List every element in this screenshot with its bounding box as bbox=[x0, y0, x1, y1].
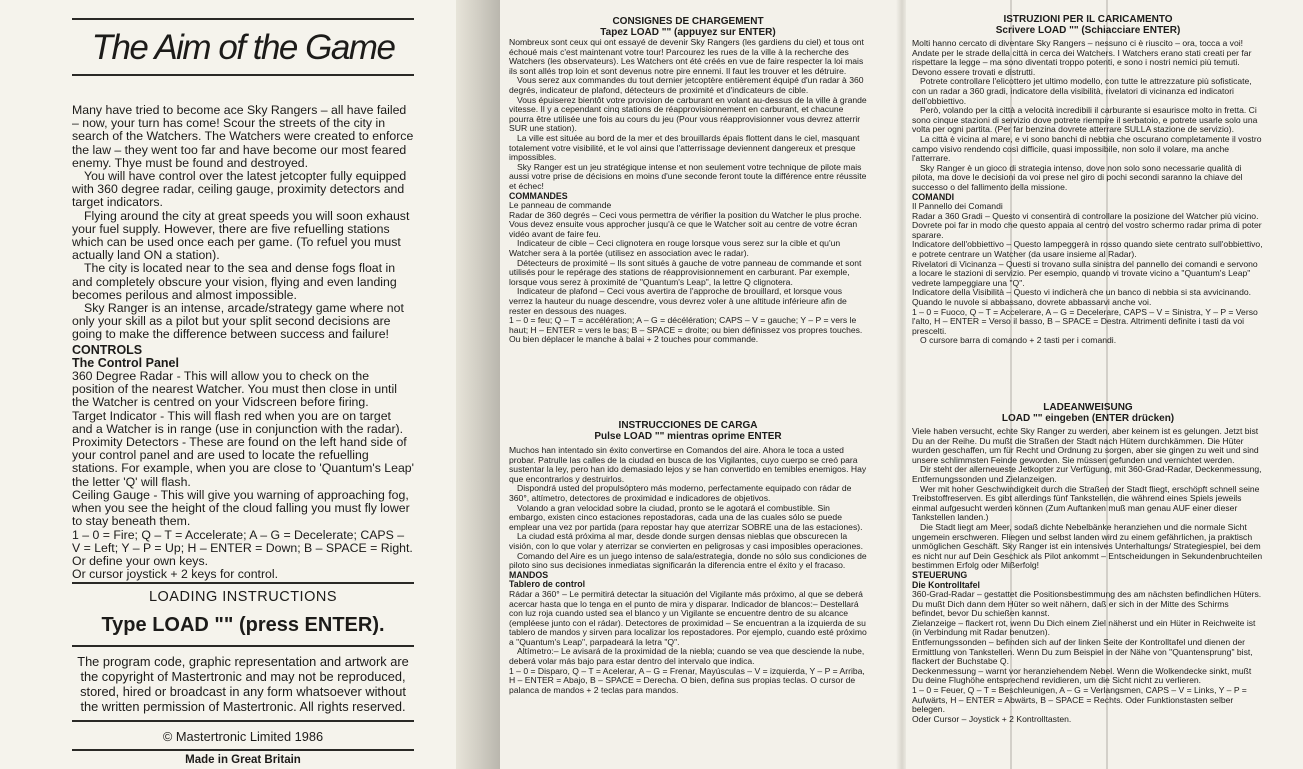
italian-paragraph: La città è vicina al mare, e vi sono banchi di nebbia che oscurano completamente il vostro campo visivo rendendo così difficile, quasi impossibile, non solo il volare, ma anche l'atterrare. bbox=[912, 133, 1262, 164]
italian-command: O cursore barra di comando + 2 tasti per i comandi. bbox=[920, 335, 1117, 346]
control-panel-heading: The Control Panel bbox=[72, 355, 179, 370]
italian-german-panel bbox=[906, 0, 1303, 769]
spanish-paragraph: Dispondrá usted del propulsóptero más moderno, perfectamente equipado con rádar de 360°, altímetro, detectores de proximidad e indicadores de objetivos. bbox=[509, 483, 852, 503]
english-content bbox=[72, 0, 414, 581]
italian-paragraph: Potrete controllare l'elicottero jet ultimo modello, con tutte le attrezzature più sofisticate, con un radar a 360 gradi, indicatore della visibilità, rivelatori di vicinanza ed indicatori dell'obbiettivo. bbox=[912, 76, 1252, 106]
french-paragraph: Nombreux sont ceux qui ont essayé de devenir Sky Rangers (les gardiens du ciel) et tous ont échoué mais c'est maintenant votre tour! Parcourez les rues de la ville à la recherche des Watchers (les observateurs). Les Watchers ont été créés en vue de faire respecter la loi mais ils sont allés trop loin et sont devenus notre pire ennemi. Il faut les trouver et les détruire. bbox=[509, 37, 864, 76]
french-command: Indicateur de plafond – Ceci vous avertira de l'approche de brouillard, et lorsque vous verrez la hauteur du nuage descendre, vous devrez voler à une altitude inférieure afin de rester en dessous des nuages. bbox=[509, 286, 847, 316]
controls-item: Ceiling Gauge - This will give you warning of approaching fog, when you see the height of the cloud falling you must fly lower to stay beneath them. bbox=[72, 487, 410, 529]
italian-subheading: Scrivere LOAD "" (Schiacciare ENTER) bbox=[995, 25, 1181, 36]
italian-paragraph: Sky Ranger è un gioco di strategia intenso, dove non solo sono necessarie qualità di pilota, ma dove le decisioni da voi prese nel giro di pochi secondi saranno la chiave del successo o del fallimento della missione. bbox=[912, 162, 1243, 192]
french-spanish-panel bbox=[500, 0, 904, 769]
italian-command: 1 – 0 = Fuoco, Q – T = Accelerare, A – G = Decelerare, CAPS – V = Sinistra, Y – P = Verso l'alto, H – ENTER = Verso il basso, B – SPACE = Destra. Altrimenti definite i tasti da voi prescelti. bbox=[912, 306, 1258, 336]
german-section bbox=[912, 402, 1264, 724]
english-paragraph: You will have control over the latest jetcopter fully equipped with 360 degree radar, ceiling gauge, proximity detectors and target indicators. bbox=[72, 169, 407, 210]
loading-instructions bbox=[72, 582, 414, 767]
copyright-notice: The program code, graphic representation and artwork are the copyright of Mastertronic and may not be reproduced, stored, hired or broadcast in any form whatsoever without the written permission of Mastertronic. All rights reserved. bbox=[77, 654, 409, 714]
spanish-command: Altímetro:– Le avisará de la proximidad de la niebla; cuando se vea que desciende la nube, deberá volar más bajo para estar dentro del intervalo que indica. bbox=[509, 646, 865, 667]
german-command: Deckenmessung – warnt vor heranziehendem Nebel. Wenn die Wolkendecke sinkt, mußt Du deine Flughöhe entsprechend revidieren, um die Sicht nicht zu verlieren. bbox=[912, 665, 1252, 686]
made-in-rule bbox=[72, 749, 414, 751]
controls-item: Target Indicator - This will flash red when you are on target and a Watcher is in range (use in conjunction with the radar). bbox=[72, 408, 404, 436]
italian-command: Radar a 360 Gradi – Questo vi consentirà di controllare la posizione del Watcher più vicino. Dovrete poi far in modo che questo appaia al centro del vostro schermo radar prima di poter sparare. bbox=[912, 210, 1262, 240]
spanish-paragraph: Muchos han intentado sin éxito convertirse en Comandos del aire. Ahora le toca a usted probar. Patrulle las calles de la ciudad en busca de los Vigilantes, cuyo cuerpo se creó para sustentar la ley, pero han ido demasiado lejos y se han convertido en temibles enemigos. Hay que encontrarlos y destruirlos. bbox=[509, 445, 867, 484]
copyright-rule bbox=[72, 720, 414, 722]
title-rule-bottom bbox=[72, 74, 414, 76]
controls-item: 1 – 0 = Fire; Q – T = Accelerate; A – G = Decelerate; CAPS – V = Left; Y – P = Up; H – ENTER = Down; B – SPACE = Right. Or define your own keys. bbox=[72, 527, 413, 568]
spanish-heading: INSTRUCCIONES DE CARGA bbox=[618, 420, 758, 431]
italian-command: Indicatore della Visibilità – Questo vi indicherà che un banco di nebbia si sta avvicinando. Quando le nuvole si abbassano, dovrete abbassarvi anche voi. bbox=[912, 287, 1252, 308]
german-command: Oder Cursor – Joystick + 2 Kontrolltasten. bbox=[912, 713, 1072, 724]
controls-item: 360 Degree Radar - This will allow you to check on the position of the nearest Watcher. You must then close in until the Watcher is centred on your Vidscreen before firing. bbox=[72, 369, 397, 410]
french-command: Le panneau de commande bbox=[509, 200, 612, 211]
controls-item: Proximity Detectors - These are found on the left hand side of your control panel and are used to locate the refuelling stations. For example, when you are close to 'Quantum's Leap' the letter 'Q' will flash. bbox=[72, 435, 414, 489]
spanish-command: Rádar a 360° – Le permitirá detectar la situación del Vigilante más próximo, al que se deberá acercar hasta que lo tenga en el punto de mira y disparar. Indicador de blancos:– Destellará con luz roja cuando usted sea el blanco y un Vigilante se encuentre dentro de su alcance (empléese junto con el rádar). Detectores de proximidad – Se encuentran a la izquierda de su tablero de mandos y sirven para localizar los repostadores. Por ejemplo, cuando esté próximo a "Quantum's Leap", parpadeará la letra "Q". bbox=[509, 588, 867, 647]
loading-heading: LOADING INSTRUCTIONS bbox=[148, 589, 338, 605]
english-paragraph: Many have tried to become ace Sky Rangers – all have failed – now, your turn has come! Scour the streets of the city in search of the Watchers. The Watchers were created to enforce the law – they went too far and have become our most feared enemy. Thye must be found and destroyed. bbox=[72, 103, 414, 170]
loading-command: Type LOAD "" (press ENTER). bbox=[101, 614, 385, 636]
title-rule-top bbox=[72, 18, 414, 20]
french-paragraph: Sky Ranger est un jeu stratégique intense et non seulement votre technique de pilote mais aussi votre prise de décisions en moins d'une seconde feront toute la différence entre réussite et échec! bbox=[509, 161, 867, 191]
french-paragraph: Vous épuiserez bientôt votre provision de carburant en volant au-dessus de la ville à grande vitesse. Il y a cependant cinq stations de réapprovisionnement en carburant, et chacune pourra être utilisée une fois au cours du jeu (Pour vous réapprovisionner vous devrez atterrir SUR une station). bbox=[509, 94, 867, 134]
french-command: Indicateur de cible – Ceci clignotera en rouge lorsque vous serez sur la cible et qu'un Watcher sera à la portée (utilisez en association avec le radar). bbox=[509, 238, 841, 259]
fold-shadow-left bbox=[456, 0, 500, 769]
spanish-commands-heading: MANDOS bbox=[509, 569, 549, 580]
german-subheading: LOAD "" eingeben (ENTER drücken) bbox=[1001, 413, 1175, 424]
spanish-panel-heading: Tablero de control bbox=[509, 579, 586, 590]
french-command: Radar de 360 degrés – Ceci vous permettra de vérifier la position du Watcher le plus proche. Vous devez ensuite vous approcher jusqu'à ce que le Watcher soit au centre de votre écran vidéo avant de faire feu. bbox=[509, 209, 862, 239]
loading-rule-top bbox=[72, 582, 414, 584]
italian-paragraph: Molti hanno cercato di diventare Sky Rangers – nessuno ci è riuscito – ora, tocca a voi! Andate per le strade della città in cerca dei Watchers. I Watchers erano stati creati per far rispettare la legge – ma sono diventati troppo potenti, e sono i nostri nemici più temuti. Devono essere trovati e distrutti. bbox=[912, 38, 1252, 77]
loading-rule-bottom bbox=[72, 645, 414, 647]
french-section bbox=[509, 16, 867, 345]
french-command: Ou bien déplacer le manche à balai + 2 touches pour commande. bbox=[509, 334, 759, 345]
italian-command: Rivelatori di Vicinanza – Questi si trovano sulla sinistra del pannello dei comandi e servono a locare le stazioni di servizio. Per esempio, quando vi trovate vicino a "Quantum's Leap" vedrete lampeggiare una "Q". bbox=[912, 258, 1258, 288]
german-command: Zielanzeige – flackert rot, wenn Du Dich einem Ziel näherst und ein Hüter in Reichweite ist (in Verbindung mit Radar benutzen). bbox=[912, 617, 1256, 638]
italian-command: Il Pannello dei Comandi bbox=[912, 201, 1003, 212]
spanish-paragraph: Comando del Aire es un juego intenso de sala/estrategia, donde no sólo sus condiciones de piloto sino sus decisiones inmediatas significarán la diferencia entre el éxito y el fracaso. bbox=[509, 550, 867, 571]
german-paragraph: Die Stadt liegt am Meer, sodaß dichte Nebelbänke heranziehen und die normale Sicht ungemein erschweren. Fliegen und selbst landen wird zu einem gefährlichen, ja praktisch unmöglichen Geschäft. Sky Ranger ist ein intensives Unterhaltungs/ Strategiespiel, bei dem es nicht nur auf Dein Geschick als Pilot ankommt – Entscheidungen in Sekundenbruchteilen bestimmen Erfolg oder Mißerfolg! bbox=[912, 521, 1263, 571]
spanish-paragraph: Volando a gran velocidad sobre la ciudad, pronto se le agotará el combustible. Sin embargo, existen cinco estaciones repostadoras, cada una de las cuales sólo se puede emplear una vez por partida (para repostar hay que aterrizar SOBRE una de las estaciones). bbox=[509, 502, 863, 532]
made-in: Made in Great Britain bbox=[185, 754, 301, 766]
italian-heading: ISTRUZIONI PER IL CARICAMENTO bbox=[1003, 14, 1173, 25]
spanish-section bbox=[509, 420, 867, 695]
german-paragraph: Dir steht der allerneueste Jetkopter zur Verfügung, mit 360-Grad-Radar, Deckenmessung, Entfernungssonden und Zielanzeigen. bbox=[912, 464, 1262, 484]
spanish-command: 1 – 0 = Disparo, Q – T = Acelerar, A – G = Frenar, Mayúsculas – V = izquierda, Y – P = Arriba, H – ENTER = Abajo, B – SPACE = Derecha. O bien, defina sus propias teclas. O cursor de palanca de mandos + 2 teclas para mandos. bbox=[509, 665, 865, 695]
english-paragraph: The city is located near to the sea and dense fogs float in and completely obscure your vision, flying and even landing becomes perilous and almost impossible. bbox=[72, 261, 397, 302]
copyright-line: © Mastertronic Limited 1986 bbox=[162, 729, 324, 744]
french-paragraph: Vous serez aux commandes du tout dernier jetcoptère entièrement équipé d'un radar à 360 degrés, indicateur de plafond, détecteurs de proximité et d'indicateurs de cible. bbox=[509, 75, 864, 95]
german-paragraph: Wer mit hoher Geschwindigkeit durch die Straßen der Stadt fliegt, erschöpft schnell seine Treibstoffreserven. Es gibt allerdings fünf Tankstellen, die während eines Spiels jeweils einmal aufgesucht werden können (Zum Auftanken muß man genau AUF einer dieser Tankstellen landen.) bbox=[912, 483, 1260, 523]
page-title: The Aim of the Game bbox=[91, 28, 395, 67]
spanish-subheading: Pulse LOAD "" mientras oprime ENTER bbox=[594, 431, 782, 442]
french-subheading: Tapez LOAD "" (appuyez sur ENTER) bbox=[600, 27, 776, 38]
italian-commands-heading: COMANDI bbox=[912, 191, 955, 202]
german-command: 1 – 0 = Feuer, Q – T = Beschleunigen, A – G = Verlangsmen, CAPS – V = Links, Y – P = Aufwärts, H – ENTER = Abwärts, B – SPACE = Rechts. Oder Funktionstasten selber belegen. bbox=[912, 685, 1247, 715]
german-command: Entfernungssonden – befinden sich auf der linken Seite der Kontrolltafel und dienen der Ermittlung von Tankstellen. Wenn Du zum Beispiel in der Nähe von "Quantensprung" bist, flackert der Buchstabe Q. bbox=[912, 637, 1253, 667]
german-heading: LADEANWEISUNG bbox=[1043, 402, 1133, 413]
controls-heading: CONTROLS bbox=[72, 342, 143, 357]
italian-section bbox=[912, 14, 1264, 346]
french-paragraph: La ville est située au bord de la mer et des brouillards épais flottent dans le ciel, masquant totalement votre visibilité, et le vol ainsi que l'atterrissage deviennent dangereux et presque impossibles. bbox=[509, 132, 860, 163]
controls-item: Or cursor joystick + 2 keys for control. bbox=[72, 567, 279, 582]
french-heading: CONSIGNES DE CHARGEMENT bbox=[612, 16, 764, 27]
german-paragraph: Viele haben versucht, echte Sky Ranger zu werden, aber keinem ist es gelungen. Jetzt bist Du an der Reihe. Du mußt die Straßen der Stadt nach Hütern durchkämmen. Die Hüter wurden geschaffen, um für Recht und Ordnung zu sorgen, aber sie gingen zu weit und sind unsere schlimmsten Feinde geworden. Sie müssen gefunden und vernichtet werden. bbox=[912, 426, 1259, 465]
english-paragraph: Sky Ranger is an intense, arcade/strategy game where not only your skill as a pilot but your split second decisions are going to make the difference between success and failure! bbox=[72, 301, 404, 342]
german-command: 360-Grad-Radar – gestattet die Positionsbestimmung des am nächsten befindlichen Hüters. Du mußt Dich dann dem Hüter so weit nähern, daß er sich in der Mitte des Schirms befindet, bevor Du schießen kannst. bbox=[912, 589, 1262, 619]
italian-paragraph: Però, volando per la città a velocità incredibili il carburante si esaurisce molto in fretta. Ci sono cinque stazioni di servizio dove potrete riempire il serbatoio, e potrete usarle solo una volta per ogni partita. (Per far benzina dovrete atterrare SULLA stazione de servizio). bbox=[912, 105, 1258, 135]
french-commands-heading: COMMANDES bbox=[509, 190, 568, 201]
italian-command: Indicatore dell'obbiettivo – Questo lampeggerà in rosso quando siete centrato sull'obbiettivo, e potrete centrare un Watcher (da usare insieme al Radar). bbox=[912, 239, 1263, 260]
english-body bbox=[72, 104, 414, 581]
english-paragraph: Flying around the city at great speeds you will soon exhaust your fuel supply. However, there are five refuelling stations which can be used once each per game. (To refuel you must actually land ON a station). bbox=[72, 208, 410, 263]
french-command: 1 – 0 = feu; Q – T = accélération; A – G = décélération; CAPS – V = gauche; Y – P = vers le haut; H – ENTER = vers le bas; B – SPACE = droite; ou bien définissez vos propres touches. bbox=[509, 315, 863, 335]
german-panel-heading: Die Kontrolltafel bbox=[912, 579, 980, 590]
french-command: Détecteurs de proximité – Ils sont situés à gauche de votre panneau de commande et sont utilisés pour le repérage des stations de réapprovisionnement en carburant. Par exemple, lorsque vous serez à proximité de "Quantum's Leap", la lettre Q clignotera. bbox=[509, 257, 862, 287]
german-commands-heading: STEUERUNG bbox=[912, 569, 968, 580]
spanish-paragraph: La ciudad está próxima al mar, desde donde surgen densas nieblas que obscurecen la visión, con lo que volar y aterrizar se convierten en peligrosas y casi imposibles operaciones. bbox=[509, 531, 863, 551]
english-panel bbox=[0, 0, 456, 769]
